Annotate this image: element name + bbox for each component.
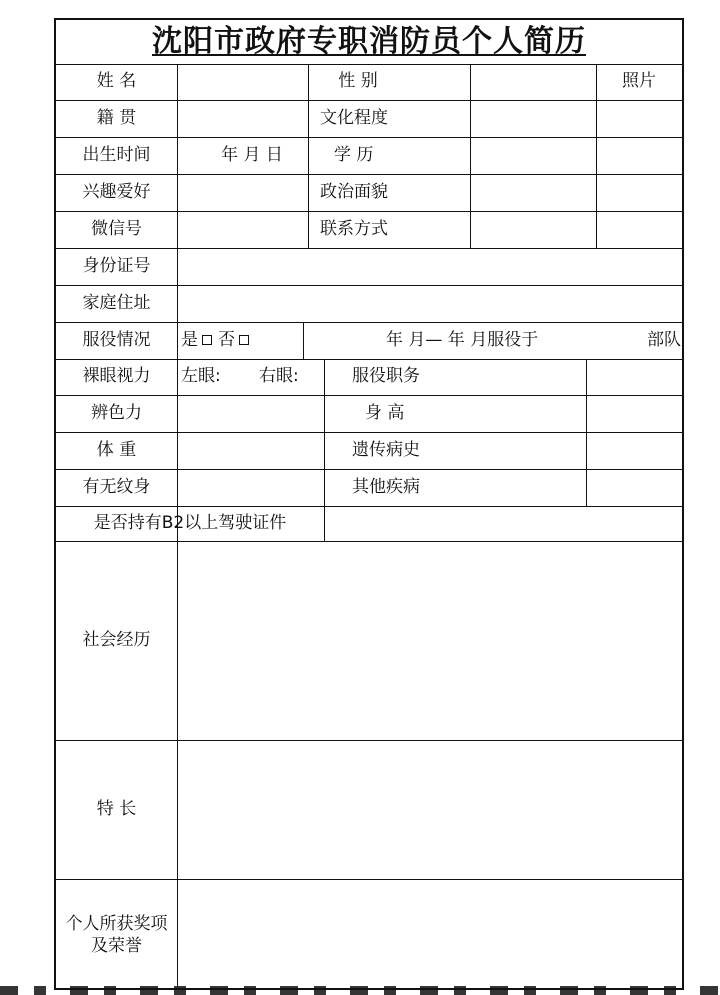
birth-date-label: 出生时间 xyxy=(82,145,151,165)
divider xyxy=(56,248,682,249)
divider xyxy=(56,879,682,880)
tattoo-label: 有无纹身 xyxy=(82,477,151,497)
divider xyxy=(56,137,682,138)
service-yes-label: 是 xyxy=(181,330,198,350)
genetic-history-label: 遗传病史 xyxy=(352,440,420,460)
column-divider xyxy=(596,64,597,248)
divider xyxy=(56,541,682,542)
cropped-text-fragment xyxy=(0,986,720,995)
vision-label: 裸眼视力 xyxy=(82,366,151,386)
gender-label: 性 别 xyxy=(338,71,378,91)
height-label: 身 高 xyxy=(365,403,405,423)
divider xyxy=(56,285,682,286)
divider xyxy=(56,64,682,65)
degree-label: 学 历 xyxy=(334,145,374,165)
weight-label: 体 重 xyxy=(96,440,137,460)
column-divider xyxy=(303,322,304,359)
divider xyxy=(56,359,682,360)
service-unit: 部队 xyxy=(647,330,681,350)
political-status-label: 政治面貌 xyxy=(320,182,388,202)
military-position-label: 服役职务 xyxy=(352,366,420,386)
left-eye-label: 左眼: xyxy=(181,366,221,386)
divider xyxy=(56,100,682,101)
contact-label: 联系方式 xyxy=(320,219,388,239)
awards-label-line2: 及荣誉 xyxy=(91,936,142,956)
military-service-label: 服役情况 xyxy=(82,330,151,350)
resume-form xyxy=(54,18,684,990)
id-number-label: 身份证号 xyxy=(82,256,151,276)
divider xyxy=(56,469,682,470)
column-divider xyxy=(586,359,587,506)
divider xyxy=(56,211,682,212)
other-diseases-label: 其他疾病 xyxy=(352,477,420,497)
service-no-label: 否 xyxy=(218,330,235,350)
divider xyxy=(56,174,682,175)
divider xyxy=(56,740,682,741)
right-eye-label: 右眼: xyxy=(259,366,299,386)
color-vision-label: 辨色力 xyxy=(91,403,142,423)
column-divider xyxy=(470,64,471,248)
name-label: 姓 名 xyxy=(96,71,137,91)
address-label: 家庭住址 xyxy=(82,293,151,313)
awards-label xyxy=(56,913,177,957)
license-label: 是否持有B2以上驾驶证件 xyxy=(93,513,287,533)
photo-label: 照片 xyxy=(622,71,656,91)
form-title: 沈阳市政府专职消防员个人简历 xyxy=(152,24,586,59)
birth-date-value: 年 月 日 xyxy=(221,145,283,165)
wechat-label: 微信号 xyxy=(91,219,142,239)
awards-label-line1: 个人所获奖项 xyxy=(65,914,168,934)
social-experience-label: 社会经历 xyxy=(82,630,151,650)
hobbies-label: 兴趣爱好 xyxy=(82,182,151,202)
divider xyxy=(56,432,682,433)
divider xyxy=(56,395,682,396)
divider xyxy=(56,322,682,323)
service-yes-checkbox[interactable] xyxy=(202,335,212,345)
specialties-label: 特 长 xyxy=(96,799,137,819)
education-level-label: 文化程度 xyxy=(320,108,388,128)
native-place-label: 籍 贯 xyxy=(96,108,137,128)
divider xyxy=(56,506,682,507)
column-divider xyxy=(324,359,325,541)
service-no-checkbox[interactable] xyxy=(239,335,249,345)
service-choice xyxy=(181,332,255,349)
service-period: 年 月— 年 月服役于 xyxy=(386,330,539,350)
